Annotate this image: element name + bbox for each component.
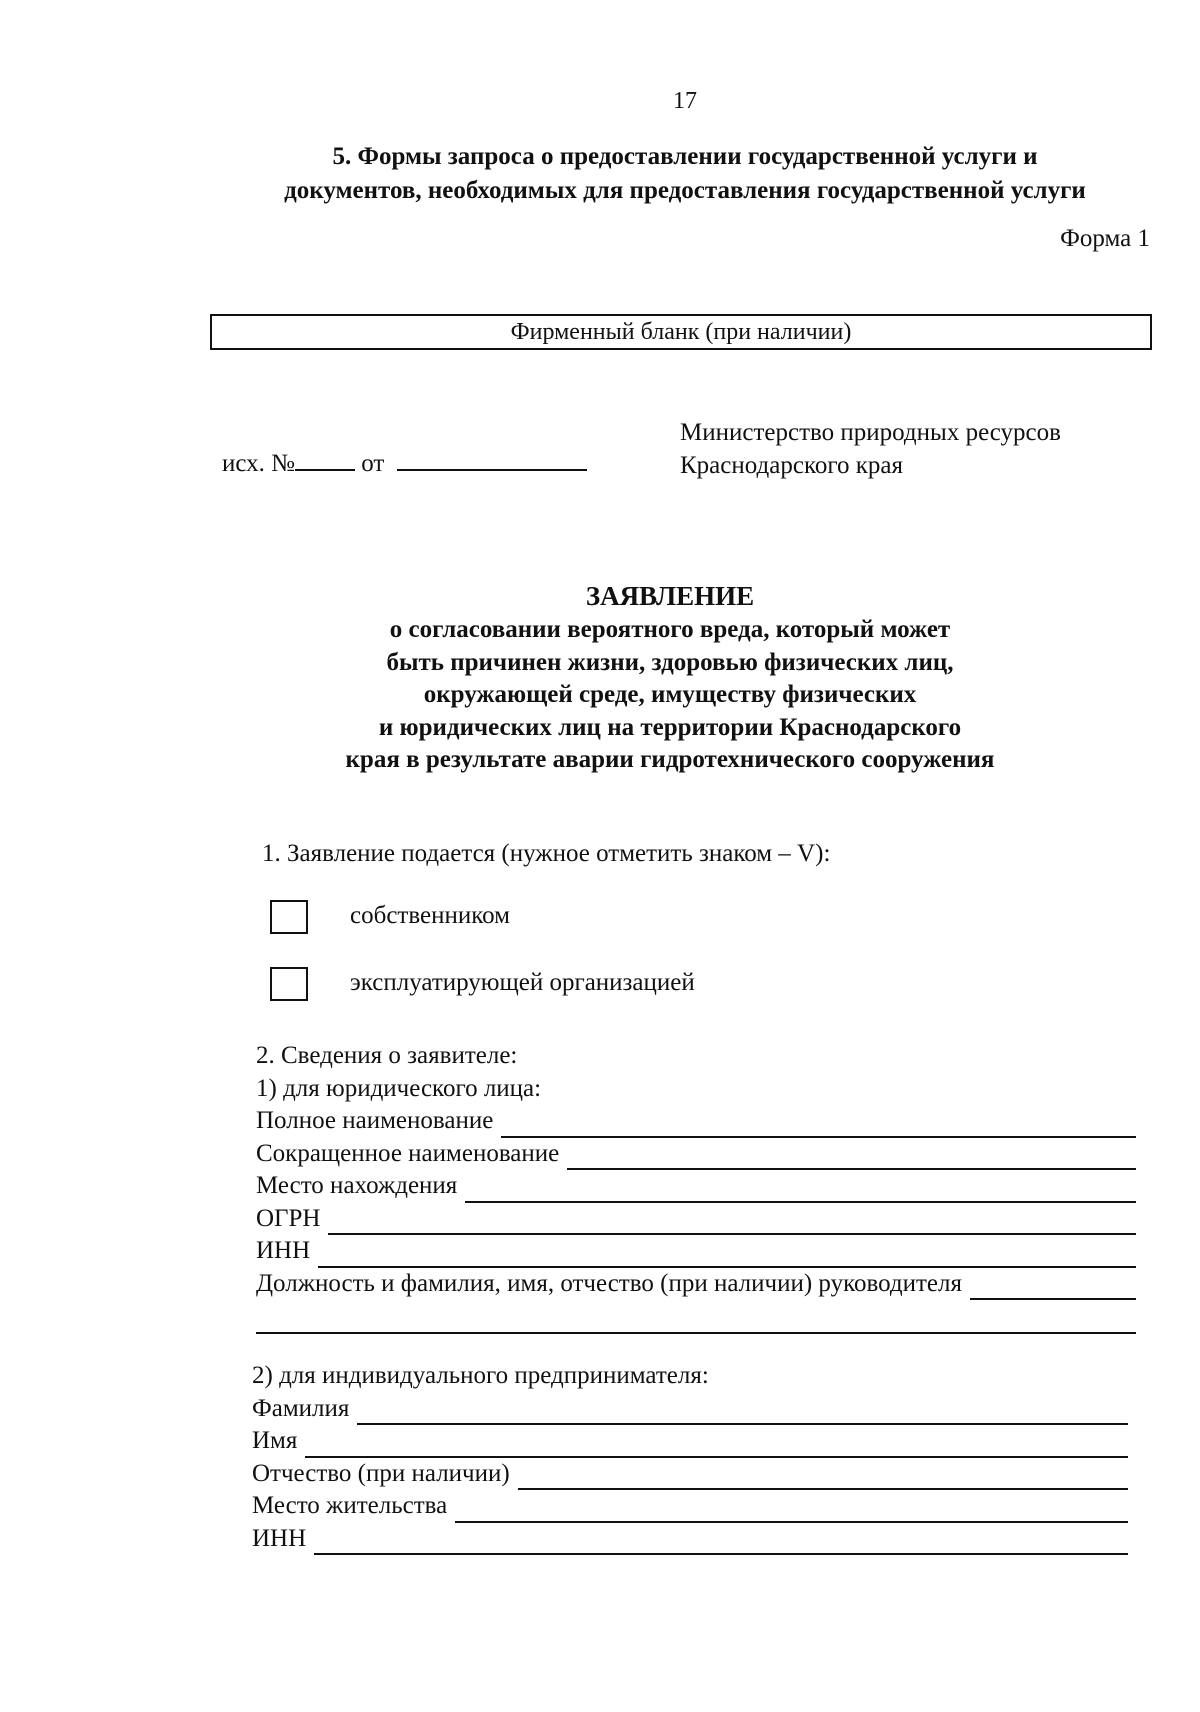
director-row (256, 1268, 1136, 1301)
surname-label: Фамилия (252, 1394, 350, 1422)
entrepreneur-inn-label: ИНН (252, 1524, 307, 1552)
recipient-block (680, 416, 1061, 482)
first-name-field[interactable] (305, 1432, 1128, 1458)
short-name-label: Сокращенное наименование (256, 1139, 560, 1167)
outgoing-number-row (222, 447, 587, 478)
entrepreneur-label: 2) для индивидуального предпринимателя: (252, 1362, 709, 1389)
section-heading-line-2: документов, необходимых для предоставления государственной услуги (284, 177, 1086, 204)
title-line-2: быть причинен жизни, здоровью физических лиц, (386, 648, 954, 676)
owner-option-label: собственником (350, 902, 510, 929)
entrepreneur-inn-row (252, 1523, 1128, 1556)
legal-inn-field[interactable] (318, 1242, 1136, 1268)
recipient-line-1: Министерство природных ресурсов (680, 419, 1061, 446)
ogrn-row (256, 1203, 1136, 1236)
form-number: Форма 1 (1060, 225, 1150, 252)
recipient-line-2: Краснодарского края (680, 452, 903, 479)
legal-entity-label: 1) для юридического лица: (256, 1074, 542, 1102)
full-name-field[interactable] (501, 1112, 1136, 1138)
title-line-4: и юридических лиц на территории Краснодарского (378, 713, 962, 741)
director-field[interactable] (970, 1274, 1136, 1300)
application-title (290, 578, 1050, 777)
full-name-row (256, 1105, 1136, 1138)
patronymic-field[interactable] (518, 1464, 1128, 1490)
surname-field[interactable] (357, 1399, 1128, 1425)
operator-checkbox[interactable] (270, 967, 308, 1001)
item-2-label: 2. Сведения о заявителе: (256, 1042, 518, 1069)
location-field[interactable] (465, 1177, 1136, 1203)
first-name-row (252, 1425, 1128, 1458)
ogrn-label: ОГРН (256, 1204, 321, 1232)
location-label: Место нахождения (256, 1172, 458, 1199)
entrepreneur-inn-field[interactable] (314, 1529, 1128, 1555)
legal-inn-label: ИНН (256, 1237, 311, 1264)
patronymic-row (252, 1458, 1128, 1491)
applicant-info-section (256, 1040, 1136, 1344)
first-name-label: Имя (252, 1427, 298, 1454)
patronymic-label: Отчество (при наличии) (252, 1459, 510, 1487)
section-heading-line-1: 5. Формы запроса о предоставлении государственной услуги и (332, 143, 1038, 170)
section-heading (210, 140, 1160, 208)
residence-row (252, 1490, 1128, 1523)
letterhead-label: Фирменный бланк (при наличии) (510, 319, 852, 345)
residence-field[interactable] (455, 1497, 1128, 1523)
owner-checkbox[interactable] (270, 900, 308, 934)
director-continuation-field[interactable] (256, 1300, 1136, 1334)
legal-inn-row (256, 1235, 1136, 1268)
letterhead-box (210, 314, 1152, 350)
page-number: 17 (673, 88, 697, 114)
title-line-1: о согласовании вероятного вреда, который может (389, 616, 951, 643)
location-row (256, 1170, 1136, 1203)
short-name-field[interactable] (567, 1144, 1136, 1170)
title-line-3: окружающей среде, имуществу физических (423, 681, 917, 708)
entrepreneur-section (252, 1360, 1128, 1555)
director-label: Должность и фамилия, имя, отчество (при наличии) руководителя (256, 1269, 962, 1297)
outgoing-number-field[interactable] (295, 447, 355, 471)
ogrn-field[interactable] (328, 1209, 1136, 1235)
short-name-row (256, 1138, 1136, 1171)
outgoing-number-label: исх. № (222, 450, 295, 477)
title-line-5: края в результате аварии гидротехнического сооружения (345, 746, 995, 773)
outgoing-date-label: от (361, 450, 385, 477)
operator-option-label: эксплуатирующей организацией (350, 969, 695, 996)
item-1-label: 1. Заявление подается (нужное отметить знаком – V): (262, 840, 831, 867)
full-name-label: Полное наименование (256, 1107, 494, 1134)
outgoing-date-field[interactable] (397, 447, 587, 471)
title-main: ЗАЯВЛЕНИЕ (585, 581, 755, 611)
surname-row (252, 1393, 1128, 1426)
residence-label: Место жительства (252, 1492, 448, 1519)
